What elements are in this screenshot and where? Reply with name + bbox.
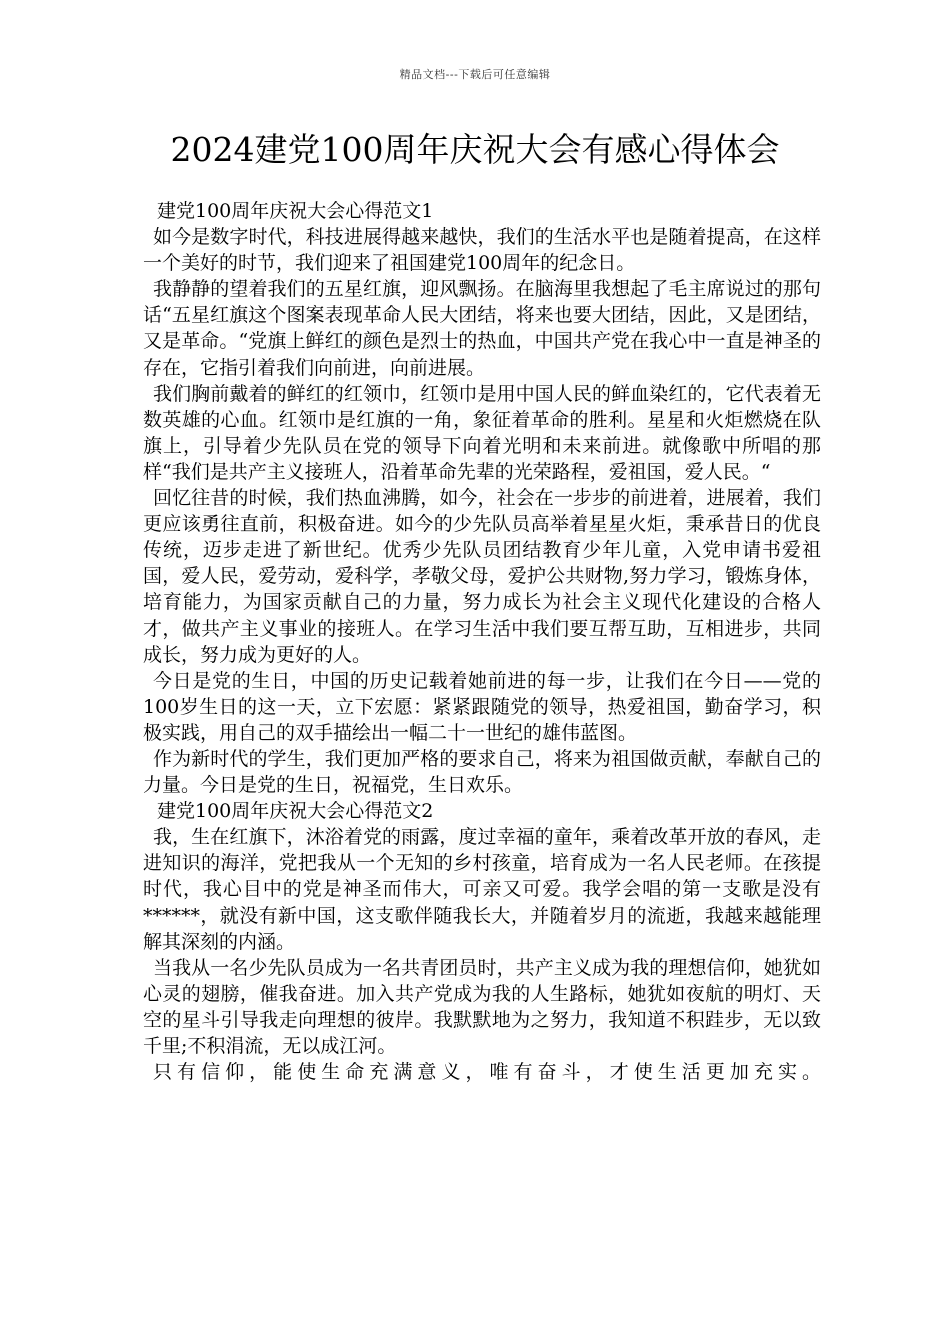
document-body	[143, 198, 821, 1085]
paragraph: 我，生在红旗下，沐浴着党的雨露，度过幸福的童年，乘着改革开放的春风，走进知识的海洋，党把我从一个无知的乡村孩童，培育成为一名人民老师。在孩提时代，我心目中的党是神圣而伟大，可亲又可爱。我学会唱的第一支歌是没有******，就没有新中国，这支歌伴随我长大，并随着岁月的流逝，我越来越能理解其深刻的内涵。	[143, 826, 821, 953]
paragraph: 如今是数字时代，科技进展得越来越快，我们的生活水平也是随着提高，在这样一个美好的时节，我们迎来了祖国建党100周年的纪念日。	[143, 226, 821, 275]
paragraph: 我静静的望着我们的五星红旗，迎风飘扬。在脑海里我想起了毛主席说过的那句话“五星红旗这个图案表现革命人民大团结，将来也要大团结，因此，又是团结，又是革命。“党旗上鲜红的颜色是烈士的热血，中国共产党在我心中一直是神圣的存在，它指引着我们向前进，向前进展。	[143, 278, 821, 379]
document-title: 2024建党100周年庆祝大会有感心得体会	[170, 130, 780, 169]
paragraph: 当我从一名少先队员成为一名共青团员时，共产主义成为我的理想信仰，她犹如心灵的翅膀，催我奋进。加入共产党成为我的人生路标，她犹如夜航的明灯、天空的星斗引导我走向理想的彼岸。我默默地为之努力，我知道不积跬步，无以致千里;不积涓流，无以成江河。	[143, 956, 821, 1057]
paragraph: 今日是党的生日，中国的历史记载着她前进的每一步，让我们在今日——党的100岁生日的这一天，立下宏愿：紧紧跟随党的领导，热爱祖国，勤奋学习，积极实践，用自己的双手描绘出一幅二十一世纪的雄伟蓝图。	[143, 669, 821, 744]
section-heading: 建党100周年庆祝大会心得范文1	[157, 200, 434, 222]
paragraph: 作为新时代的学生，我们更加严格的要求自己，将来为祖国做贡献，奉献自己的力量。今日是党的生日，祝福党，生日欢乐。	[143, 747, 821, 797]
paragraph: 只有信仰，能使生命充满意义，唯有奋斗，才使生活更加充实。	[153, 1061, 821, 1084]
section-2	[143, 798, 821, 1085]
paragraph: 回忆往昔的时候，我们热血沸腾，如今，社会在一步步的前进着，进展着，我们更应该勇往直前，积极奋进。如今的少先队员高举着星星火炬，秉承昔日的优良传统，迈步走进了新世纪。优秀少先队员团结教育少年儿童，入党申请书爱祖国，爱人民，爱劳动，爱科学，孝敬父母，爱护公共财物,努力学习，锻炼身体，培育能力，为国家贡献自己的力量，努力成长为社会主义现代化建设的合格人才，做共产主义事业的接班人。在学习生活中我们要互帮互助，互相进步，共同成长，努力成为更好的人。	[143, 487, 821, 666]
header-note: 精品文档---下载后可任意编辑	[399, 68, 551, 81]
paragraph: 我们胸前戴着的鲜红的红领巾，红领巾是用中国人民的鲜血染红的，它代表着无数英雄的心血。红领巾是红旗的一角，象征着革命的胜利。星星和火炬燃烧在队旗上，引导着少先队员在党的领导下向着光明和未来前进。就像歌中所唱的那样“我们是共产主义接班人，沿着革命先辈的光荣路程，爱祖国，爱人民。“	[143, 382, 821, 483]
section-heading: 建党100周年庆祝大会心得范文2	[157, 800, 434, 823]
section-1	[143, 198, 821, 798]
